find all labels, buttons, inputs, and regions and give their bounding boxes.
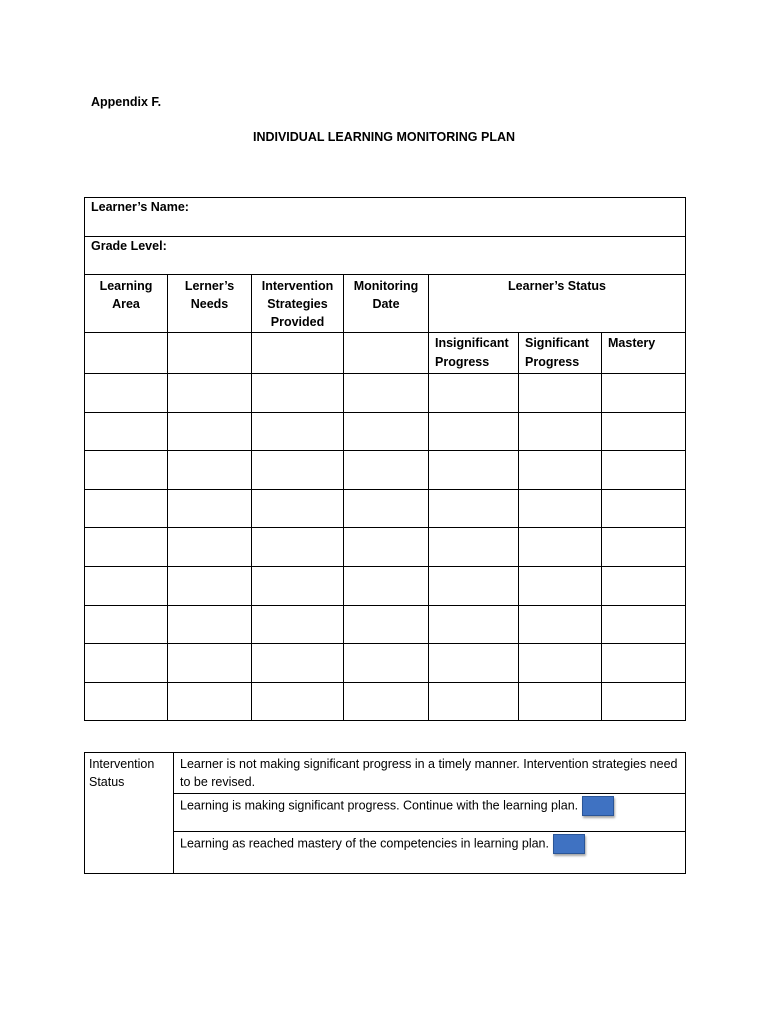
status-row-mastery — [174, 832, 686, 874]
table-cell — [519, 644, 602, 683]
table-cell — [85, 412, 168, 451]
table-cell — [252, 489, 344, 528]
table-cell — [85, 333, 168, 374]
table-cell — [429, 605, 519, 644]
header-learning-area: Learning Area — [85, 275, 168, 333]
table-cell — [602, 644, 686, 683]
table-cell — [429, 489, 519, 528]
table-cell — [344, 374, 429, 413]
status-row-text: Learning is making significant progress. Continue with the learning plan. — [180, 798, 579, 813]
header-monitoring-date: Monitoring Date — [344, 275, 429, 333]
table-cell — [85, 374, 168, 413]
appendix-label: Appendix F. — [91, 95, 162, 109]
blue-marker-icon — [582, 796, 614, 816]
grade-level-label: Grade Level: — [85, 237, 686, 275]
table-cell — [519, 374, 602, 413]
table-cell — [429, 566, 519, 605]
status-insignificant-progress: Insignificant Progress — [429, 333, 519, 374]
empty-rows — [85, 374, 686, 721]
table-row — [85, 451, 686, 490]
table-row — [85, 374, 686, 413]
status-significant-progress: Significant Progress — [519, 333, 602, 374]
table-cell — [168, 374, 252, 413]
table-cell — [602, 682, 686, 721]
status-row-text: Learning as reached mastery of the competencies in learning plan. — [180, 836, 549, 851]
table-cell — [85, 605, 168, 644]
table-cell — [602, 528, 686, 567]
table-cell — [252, 528, 344, 567]
table-cell — [519, 489, 602, 528]
table-cell — [519, 528, 602, 567]
table-cell — [85, 489, 168, 528]
table-cell — [429, 412, 519, 451]
blue-marker-icon — [553, 834, 585, 854]
table-cell — [252, 412, 344, 451]
table-cell — [602, 374, 686, 413]
table-cell — [168, 451, 252, 490]
table-cell — [344, 682, 429, 721]
table-cell — [85, 644, 168, 683]
table-cell — [168, 528, 252, 567]
table-row — [85, 412, 686, 451]
table-cell — [85, 451, 168, 490]
table-cell — [168, 682, 252, 721]
table-cell — [168, 412, 252, 451]
table-row — [85, 605, 686, 644]
table-cell — [519, 566, 602, 605]
intervention-status-table — [84, 752, 686, 874]
table-cell — [252, 333, 344, 374]
monitoring-plan-table — [84, 197, 686, 721]
table-cell — [168, 566, 252, 605]
table-cell — [168, 644, 252, 683]
table-cell — [168, 489, 252, 528]
table-cell — [344, 644, 429, 683]
status-mastery: Mastery — [602, 333, 686, 374]
table-cell — [252, 605, 344, 644]
table-cell — [252, 566, 344, 605]
table-cell — [252, 374, 344, 413]
table-cell — [429, 528, 519, 567]
table-cell — [519, 605, 602, 644]
status-row-revise — [174, 753, 686, 794]
table-cell — [344, 605, 429, 644]
document-title: INDIVIDUAL LEARNING MONITORING PLAN — [252, 130, 516, 144]
header-intervention-strategies: Intervention Strategies Provided — [252, 275, 344, 333]
table-cell — [429, 682, 519, 721]
table-cell — [429, 374, 519, 413]
table-cell — [252, 644, 344, 683]
status-row-text: Learner is not making significant progress in a timely manner. Intervention strategies need to be revised. — [180, 757, 678, 789]
table-cell — [602, 566, 686, 605]
table-cell — [252, 682, 344, 721]
table-row — [85, 528, 686, 567]
table-cell — [344, 451, 429, 490]
table-cell — [519, 682, 602, 721]
table-cell — [252, 451, 344, 490]
intervention-status-label: Intervention Status — [85, 753, 174, 874]
table-cell — [429, 451, 519, 490]
table-cell — [602, 489, 686, 528]
table-cell — [344, 489, 429, 528]
header-learners-status: Learner’s Status — [429, 275, 686, 333]
table-cell — [85, 566, 168, 605]
table-cell — [168, 605, 252, 644]
table-cell — [344, 412, 429, 451]
table-cell — [344, 528, 429, 567]
table-cell — [519, 412, 602, 451]
table-row — [85, 566, 686, 605]
table-cell — [344, 333, 429, 374]
learner-name-label: Learner’s Name: — [85, 198, 686, 237]
table-cell — [168, 333, 252, 374]
status-row-continue — [174, 794, 686, 832]
table-cell — [602, 412, 686, 451]
table-cell — [344, 566, 429, 605]
table-row — [85, 682, 686, 721]
header-learners-needs: Lerner’s Needs — [168, 275, 252, 333]
table-cell — [602, 605, 686, 644]
table-row — [85, 644, 686, 683]
table-cell — [85, 682, 168, 721]
table-cell — [85, 528, 168, 567]
table-cell — [519, 451, 602, 490]
table-row — [85, 489, 686, 528]
table-cell — [429, 644, 519, 683]
table-cell — [602, 451, 686, 490]
